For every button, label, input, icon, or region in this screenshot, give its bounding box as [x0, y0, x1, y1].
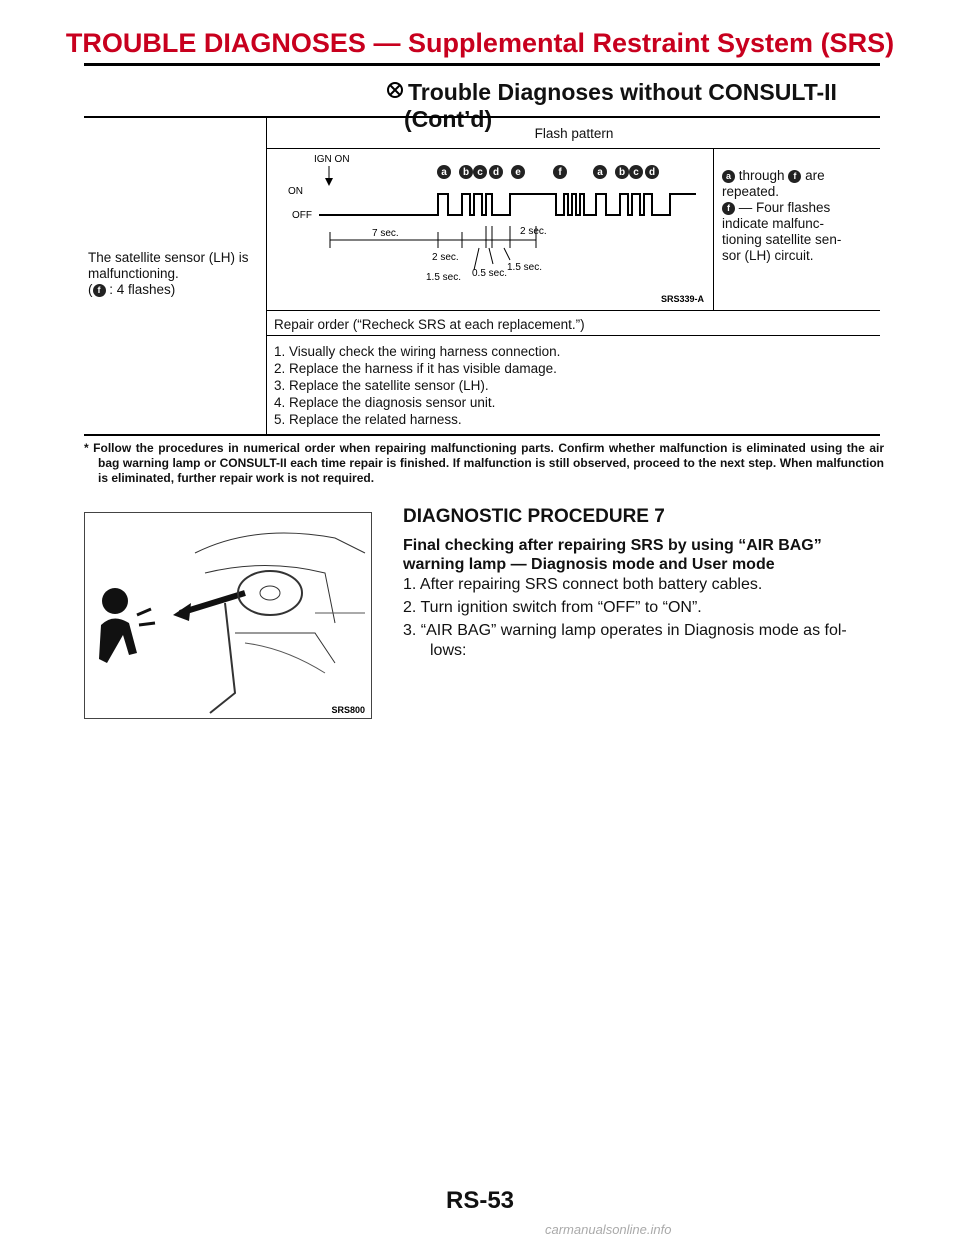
flash-pattern-diagram	[274, 152, 709, 308]
procedure-step: 3. “AIR BAG” warning lamp operates in Diagnosis mode as fol-	[403, 622, 847, 639]
person-icon-head	[102, 588, 128, 614]
code-f-badge: f	[93, 284, 106, 297]
malfunction-cell	[88, 250, 264, 298]
svg-text:d: d	[648, 167, 656, 178]
svg-text:f: f	[558, 167, 562, 178]
repair-step: 4. Replace the diagnosis sensor unit.	[274, 395, 496, 410]
repair-step: 2. Replace the harness if it has visible damage.	[274, 361, 557, 376]
footer-url: carmanualsonline.info	[545, 1222, 672, 1237]
repair-order: Repair order (“Recheck SRS at each replacement.”)	[274, 317, 585, 332]
ign-on-label: IGN ON	[314, 154, 350, 165]
svg-text:b: b	[462, 167, 470, 178]
repair-step: 5. Replace the related harness.	[274, 412, 462, 427]
svg-text:7 sec.: 7 sec.	[372, 228, 399, 239]
person-icon-body	[99, 618, 137, 663]
on-label: ON	[288, 186, 303, 197]
airbag-lamp-figure	[84, 512, 372, 719]
svg-text:1.5 sec.: 1.5 sec.	[507, 262, 543, 273]
code-f-badge-2: f	[788, 170, 801, 183]
flash-pattern-header: Flash pattern	[534, 126, 614, 141]
marker-row	[437, 165, 659, 179]
figure-code: SRS800	[331, 705, 365, 715]
diagnosis-table	[84, 116, 880, 436]
header-rule	[84, 63, 880, 66]
repair-step: 1. Visually check the wiring harness connection.	[274, 344, 561, 359]
malfunction-line3: ( f : 4 flashes)	[88, 282, 176, 297]
ign-on-arrow	[325, 178, 333, 186]
off-label: OFF	[292, 210, 312, 221]
svg-text:2 sec.: 2 sec.	[520, 226, 547, 237]
procedure-step: 1. After repairing SRS connect both battery cables.	[403, 576, 763, 593]
subtitle-line1: Trouble Diagnoses without CONSULT-II	[408, 79, 837, 105]
timing-labels	[372, 226, 547, 283]
procedure-step: 2. Turn ignition switch from “OFF” to “ON”.	[403, 599, 702, 616]
svg-text:2 sec.: 2 sec.	[432, 252, 459, 263]
svg-text:0.5 sec.: 0.5 sec.	[472, 268, 508, 279]
svg-text:c: c	[477, 167, 483, 178]
svg-text:a: a	[597, 167, 603, 178]
procedure-step: lows:	[430, 642, 467, 659]
svg-text:d: d	[492, 167, 500, 178]
repair-step: 3. Replace the satellite sensor (LH).	[274, 378, 489, 393]
page-number: RS-53	[445, 1187, 515, 1214]
procedure-title: DIAGNOSTIC PROCEDURE 7	[403, 506, 665, 527]
subtitle-line2: (Cont’d)	[404, 106, 493, 132]
flash-description: a through f are repeated. f — Four flashes indicate malfunc- tioning satellite sen- sor (LH) circuit.	[722, 168, 842, 263]
procedure-subtitle: Final checking after repairing SRS by using “AIR BAG” warning lamp — Diagnosis mode and User mode	[403, 537, 822, 573]
malfunction-line2: malfunctioning.	[88, 266, 179, 281]
svg-text:a: a	[441, 167, 447, 178]
flash-waveform	[319, 194, 696, 215]
svg-text:b: b	[618, 167, 626, 178]
code-a-badge: a	[722, 170, 735, 183]
malfunction-line1: The satellite sensor (LH) is	[88, 250, 249, 265]
section-title: TROUBLE DIAGNOSES — Supplemental Restraint System (SRS)	[65, 28, 895, 58]
footnote: * Follow the procedures in numerical order when repairing malfunctioning parts. Confirm whether malfunction is eliminated using the air bag warning lamp or CONSULT-II each time repair is finished. If malfunction is still observed, proceed to the next step. When malfunction is eliminated, further repair work is not required.	[84, 441, 884, 485]
diagram-code: SRS339-A	[660, 294, 704, 304]
svg-text:1.5 sec.: 1.5 sec.	[426, 272, 462, 283]
page-subtitle	[386, 78, 837, 106]
code-f-badge-3: f	[722, 202, 735, 215]
diagnosis-icon	[386, 78, 404, 106]
svg-text:e: e	[515, 167, 521, 178]
svg-text:c: c	[633, 167, 639, 178]
